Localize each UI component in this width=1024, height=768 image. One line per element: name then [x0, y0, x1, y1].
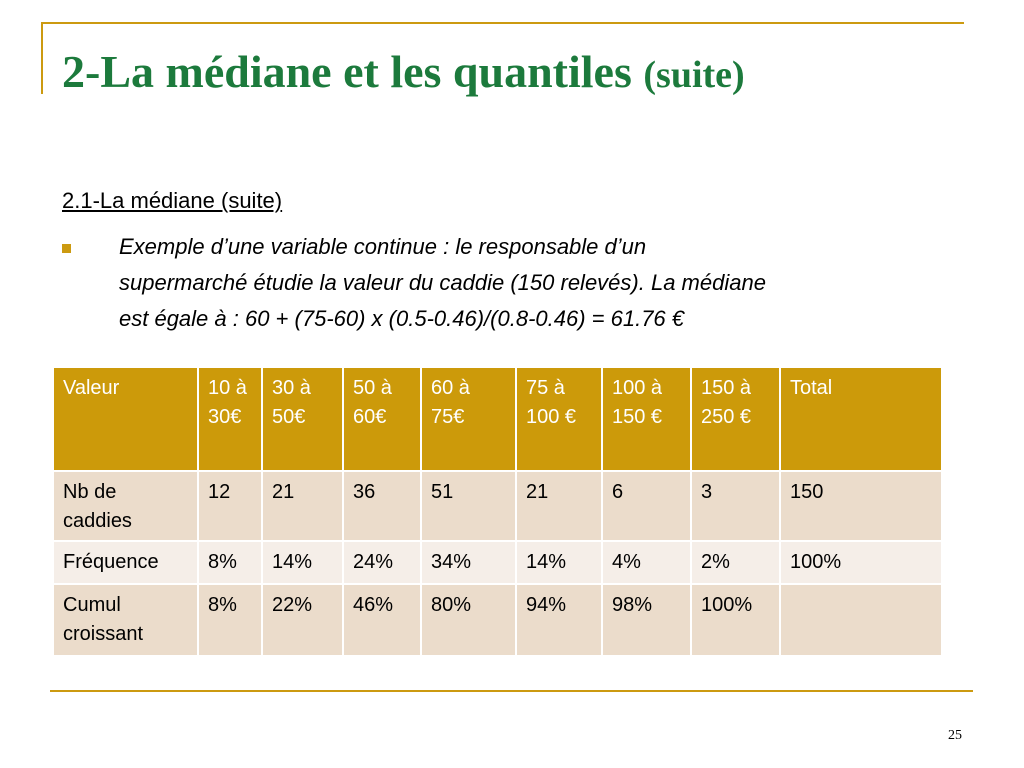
section-subtitle: 2.1-La médiane (suite) — [62, 188, 283, 213]
table-cell: 8% — [198, 541, 262, 584]
slide-title — [62, 42, 745, 105]
table-row — [53, 471, 942, 541]
table-header-cell: 150 à 250 € — [691, 367, 780, 471]
bullet-line: est égale à : 60 + (75-60) x (0.5-0.46)/(0.8-0.46) = 61.76 € — [119, 306, 685, 331]
table-cell: 12 — [198, 471, 262, 541]
table-cell: 14% — [262, 541, 343, 584]
table-cell: 34% — [421, 541, 516, 584]
frame-vertical-rule — [41, 22, 43, 94]
table-cell: 21 — [516, 471, 602, 541]
table-cell: 80% — [421, 584, 516, 656]
table-cell: Fréquence — [53, 541, 198, 584]
distribution-table — [52, 366, 943, 657]
table-cell: 46% — [343, 584, 421, 656]
table-cell — [780, 584, 942, 656]
table-cell: Nb de caddies — [53, 471, 198, 541]
table-cell: 2% — [691, 541, 780, 584]
table-cell: 6 — [602, 471, 691, 541]
table-cell: 100% — [691, 584, 780, 656]
table-cell: 36 — [343, 471, 421, 541]
table-cell: 51 — [421, 471, 516, 541]
table-header-cell: 50 à 60€ — [343, 367, 421, 471]
bullet-line: supermarché étudie la valeur du caddie (150 relevés). La médiane — [119, 270, 766, 295]
table-header-cell: 10 à 30€ — [198, 367, 262, 471]
table-row — [53, 541, 942, 584]
table-cell: 4% — [602, 541, 691, 584]
slide-title-main: 2-La médiane et les quantiles — [62, 46, 632, 97]
table-header-cell: Total — [780, 367, 942, 471]
table-cell: Cumul croissant — [53, 584, 198, 656]
table-cell: 3 — [691, 471, 780, 541]
table-cell: 98% — [602, 584, 691, 656]
square-bullet-icon — [62, 244, 71, 253]
table-cell: 150 — [780, 471, 942, 541]
table-header-cell: Valeur — [53, 367, 198, 471]
table-row — [53, 584, 942, 656]
frame-horizontal-rule — [41, 22, 964, 24]
table-cell: 8% — [198, 584, 262, 656]
table-cell: 100% — [780, 541, 942, 584]
bullet-paragraph — [119, 229, 969, 337]
slide-title-suffix: (suite) — [643, 54, 745, 96]
table-header-cell: 100 à 150 € — [602, 367, 691, 471]
table-cell: 22% — [262, 584, 343, 656]
page-number: 25 — [948, 728, 962, 743]
table-header-row — [53, 367, 942, 471]
table-cell: 24% — [343, 541, 421, 584]
table-header-cell: 75 à 100 € — [516, 367, 602, 471]
table-header-cell: 30 à 50€ — [262, 367, 343, 471]
footer-rule — [50, 690, 973, 692]
table-cell: 14% — [516, 541, 602, 584]
bullet-line: Exemple d’une variable continue : le responsable d’un — [119, 234, 647, 259]
table-cell: 21 — [262, 471, 343, 541]
table-cell: 94% — [516, 584, 602, 656]
table-header-cell: 60 à 75€ — [421, 367, 516, 471]
